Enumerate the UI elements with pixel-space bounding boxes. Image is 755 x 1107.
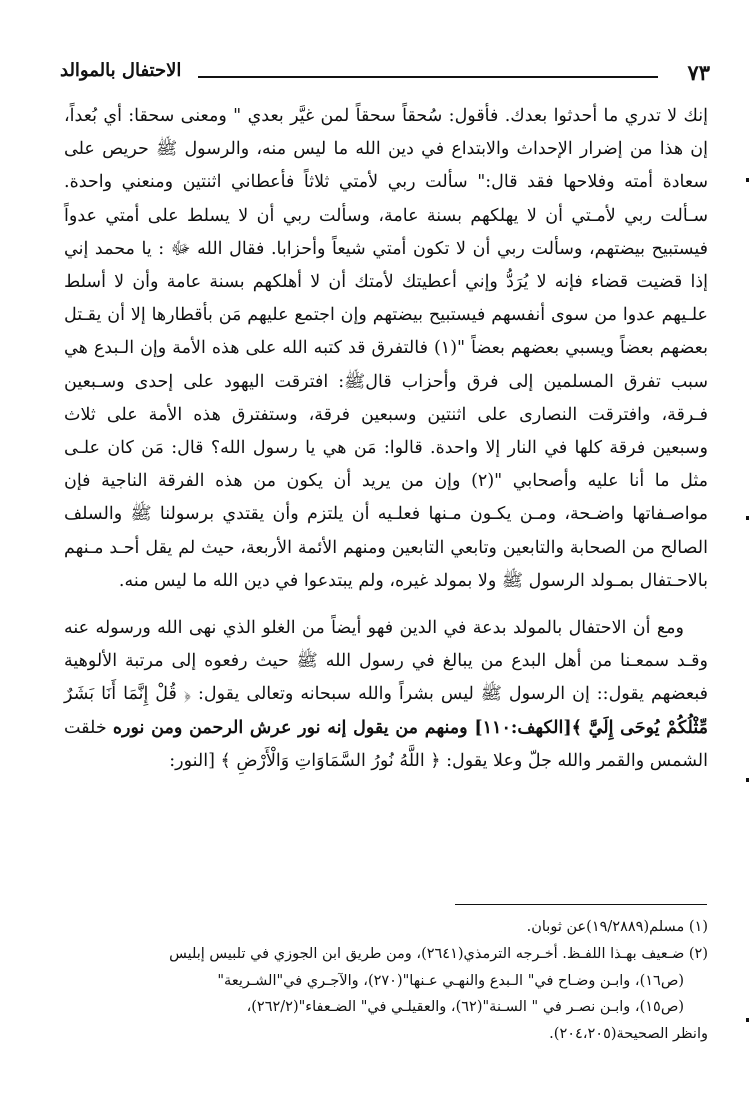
text-line: إنك لا تدري ما أحدثوا بعدك. فأقول: سُحقاً سحقاً لمن غيَّر بعدي " ومعنى سحقا: أي [103,106,708,126]
text-line: ما ليس منه. [118,570,208,591]
page-header [60,60,710,94]
page-number: ٧٣ [687,60,710,85]
footnote-2: (٢) ضـعيف بهـذا اللفـظ. أخـرجه الترمذي(٢٦٤١)، ومن طريق ابن الجوزي في تلبيس إبليس [169,945,708,962]
scan-edge-mark [746,516,749,520]
text-line: خلقت الشمس والقمر والله جلّ وعلا يقول: ﴿ اللَّهُ نُورُ السَّمَاوَاتِ وَالْأَرْضِ ﴾ [النور: [64,717,708,771]
text-line: علـى مثل ما أنا عليه وأصحابي "(٢) وإن من يريد أن يكون من هذه الفرقة الناجية فإن [64,438,708,492]
text-line: يقـتل بعضهم بعضاً ويسبي بعضهم بعضاً "(١) فالتفرق قد كتبه الله على هذه الأمة وإن [64,305,708,359]
footnote-2-cont: (ص١٥)، وابـن نصـر في " السـنة"(٦٢)، والعقيلـي في" الضـعفاء"(٢٦٢/٢)، [246,999,684,1016]
text-line: وسـبعين فـرقة، وافترقت النصارى على اثنتين وسبعين فرقة، وستفترق هذه الأمة على [64,371,708,425]
footnote-2-cont: (ص١٦)، وابـن وضـاح في" الـبدع والنهـي عـنها"(٢٧٠)، والآجـري في"الشـريعة" [217,972,684,989]
text-line: فبعضهم يقول:: إن الرسول ﷺ ليس بشراً والله سبحانه وتعالى يقول: ﴿ قُلْ إِنَّمَا أَنَا بَشَرٌ [64,684,708,705]
text-line: ومع أن الاحتفال بالمولد بدعة في الدين فهو أيضاً من الغلو الذي نهى الله ورسوله عنه [64,618,684,639]
text-line: أحـد مـنهم بالاحـتفال بمـولد الرسول ﷺ ولا بمولد غيره، ولم يبتدعوا في دين الله [64,537,708,591]
text-line: وقـد سمعـنا من أهل البدع من يبالغ في رسول الله ﷺ حيث رفعوه إلى مرتبة الألوهية [64,651,708,672]
quran-verse-line: مِّثْلُكُمْ يُوحَى إِلَيَّ ﴾[الكهف:١١٠] ومنهم من يقول إنه نور عرش الرحمن ومن نوره [112,717,709,738]
text-line: بُعداً، إن هذا من إضرار الإحداث والابتداع في دين الله ما ليس منه، والرسول ﷺ حريص [64,106,708,160]
footnote-2-cont: وانظر الصحيحة(٢٠٤،٢٠٥). [549,1026,708,1043]
paragraph-2 [64,612,708,778]
body-text [64,100,708,778]
text-line: على سعادة أمته وفلاحها فقد قال:" سألت ربي لأمتي ثلاثاً فأعطاني اثنتين ومنعني واحدة. [64,139,708,193]
scan-edge-mark [746,1018,749,1022]
text-line: ثلاث وسبعين فرقة كلها في النار إلا واحدة. قالوا: مَن هي يا رسول الله؟ قال: مَن كان [64,404,708,459]
paragraph-1 [64,100,708,598]
running-title: الاحتفال بالموالد [60,60,182,81]
text-line: علـيهم عدوا من سوى أنفسهم فيستبيح بيضتهم وإن اجتمع عليهم مَن بأقطارها إلا أن [107,305,708,326]
header-rule [198,76,658,78]
text-line: سـألت ربي لأمـتي أن لا يهلكهم بسنة عامة، وسألت ربي أن لا يسلط على أمتي عدواً [64,205,708,226]
text-line: والسلف الصالح من الصحابة والتابعين وتابعي التابعين ومنهم الأئمة الأربعة، حيث لم يقل [64,504,708,558]
footnote-separator [455,904,707,905]
scan-edge-mark [746,778,749,782]
footnotes [64,914,708,1048]
text-line: فيستبيح بيضتهم، وسألت ربي أن لا تكون أمتي شيعاً وأحزابا. فقال الله ﷻ : يا محمد إني [64,238,708,259]
text-line: مواصـفاتها واضـحة، ومـن يكـون مـنها فعلـيه أن يلتزم وأن يقتدي برسولنا ﷺ [130,504,708,525]
text-line: إذا قضيت قضاء فإنه لا يُرَدُّ وإني أعطيتك لأمتك أن لا أهلكهم بسنة عامة وأن لا أسلط [64,272,708,293]
text-line: الـبدع هي سبب تفرق المسلمين إلى فرق وأحزاب قالﷺ: افترقت اليهود على إحدى [64,338,708,392]
scan-edge-mark [746,178,749,182]
footnote-1: (١) مسلم(١٩/٢٨٨٩)عن ثوبان. [526,919,708,935]
